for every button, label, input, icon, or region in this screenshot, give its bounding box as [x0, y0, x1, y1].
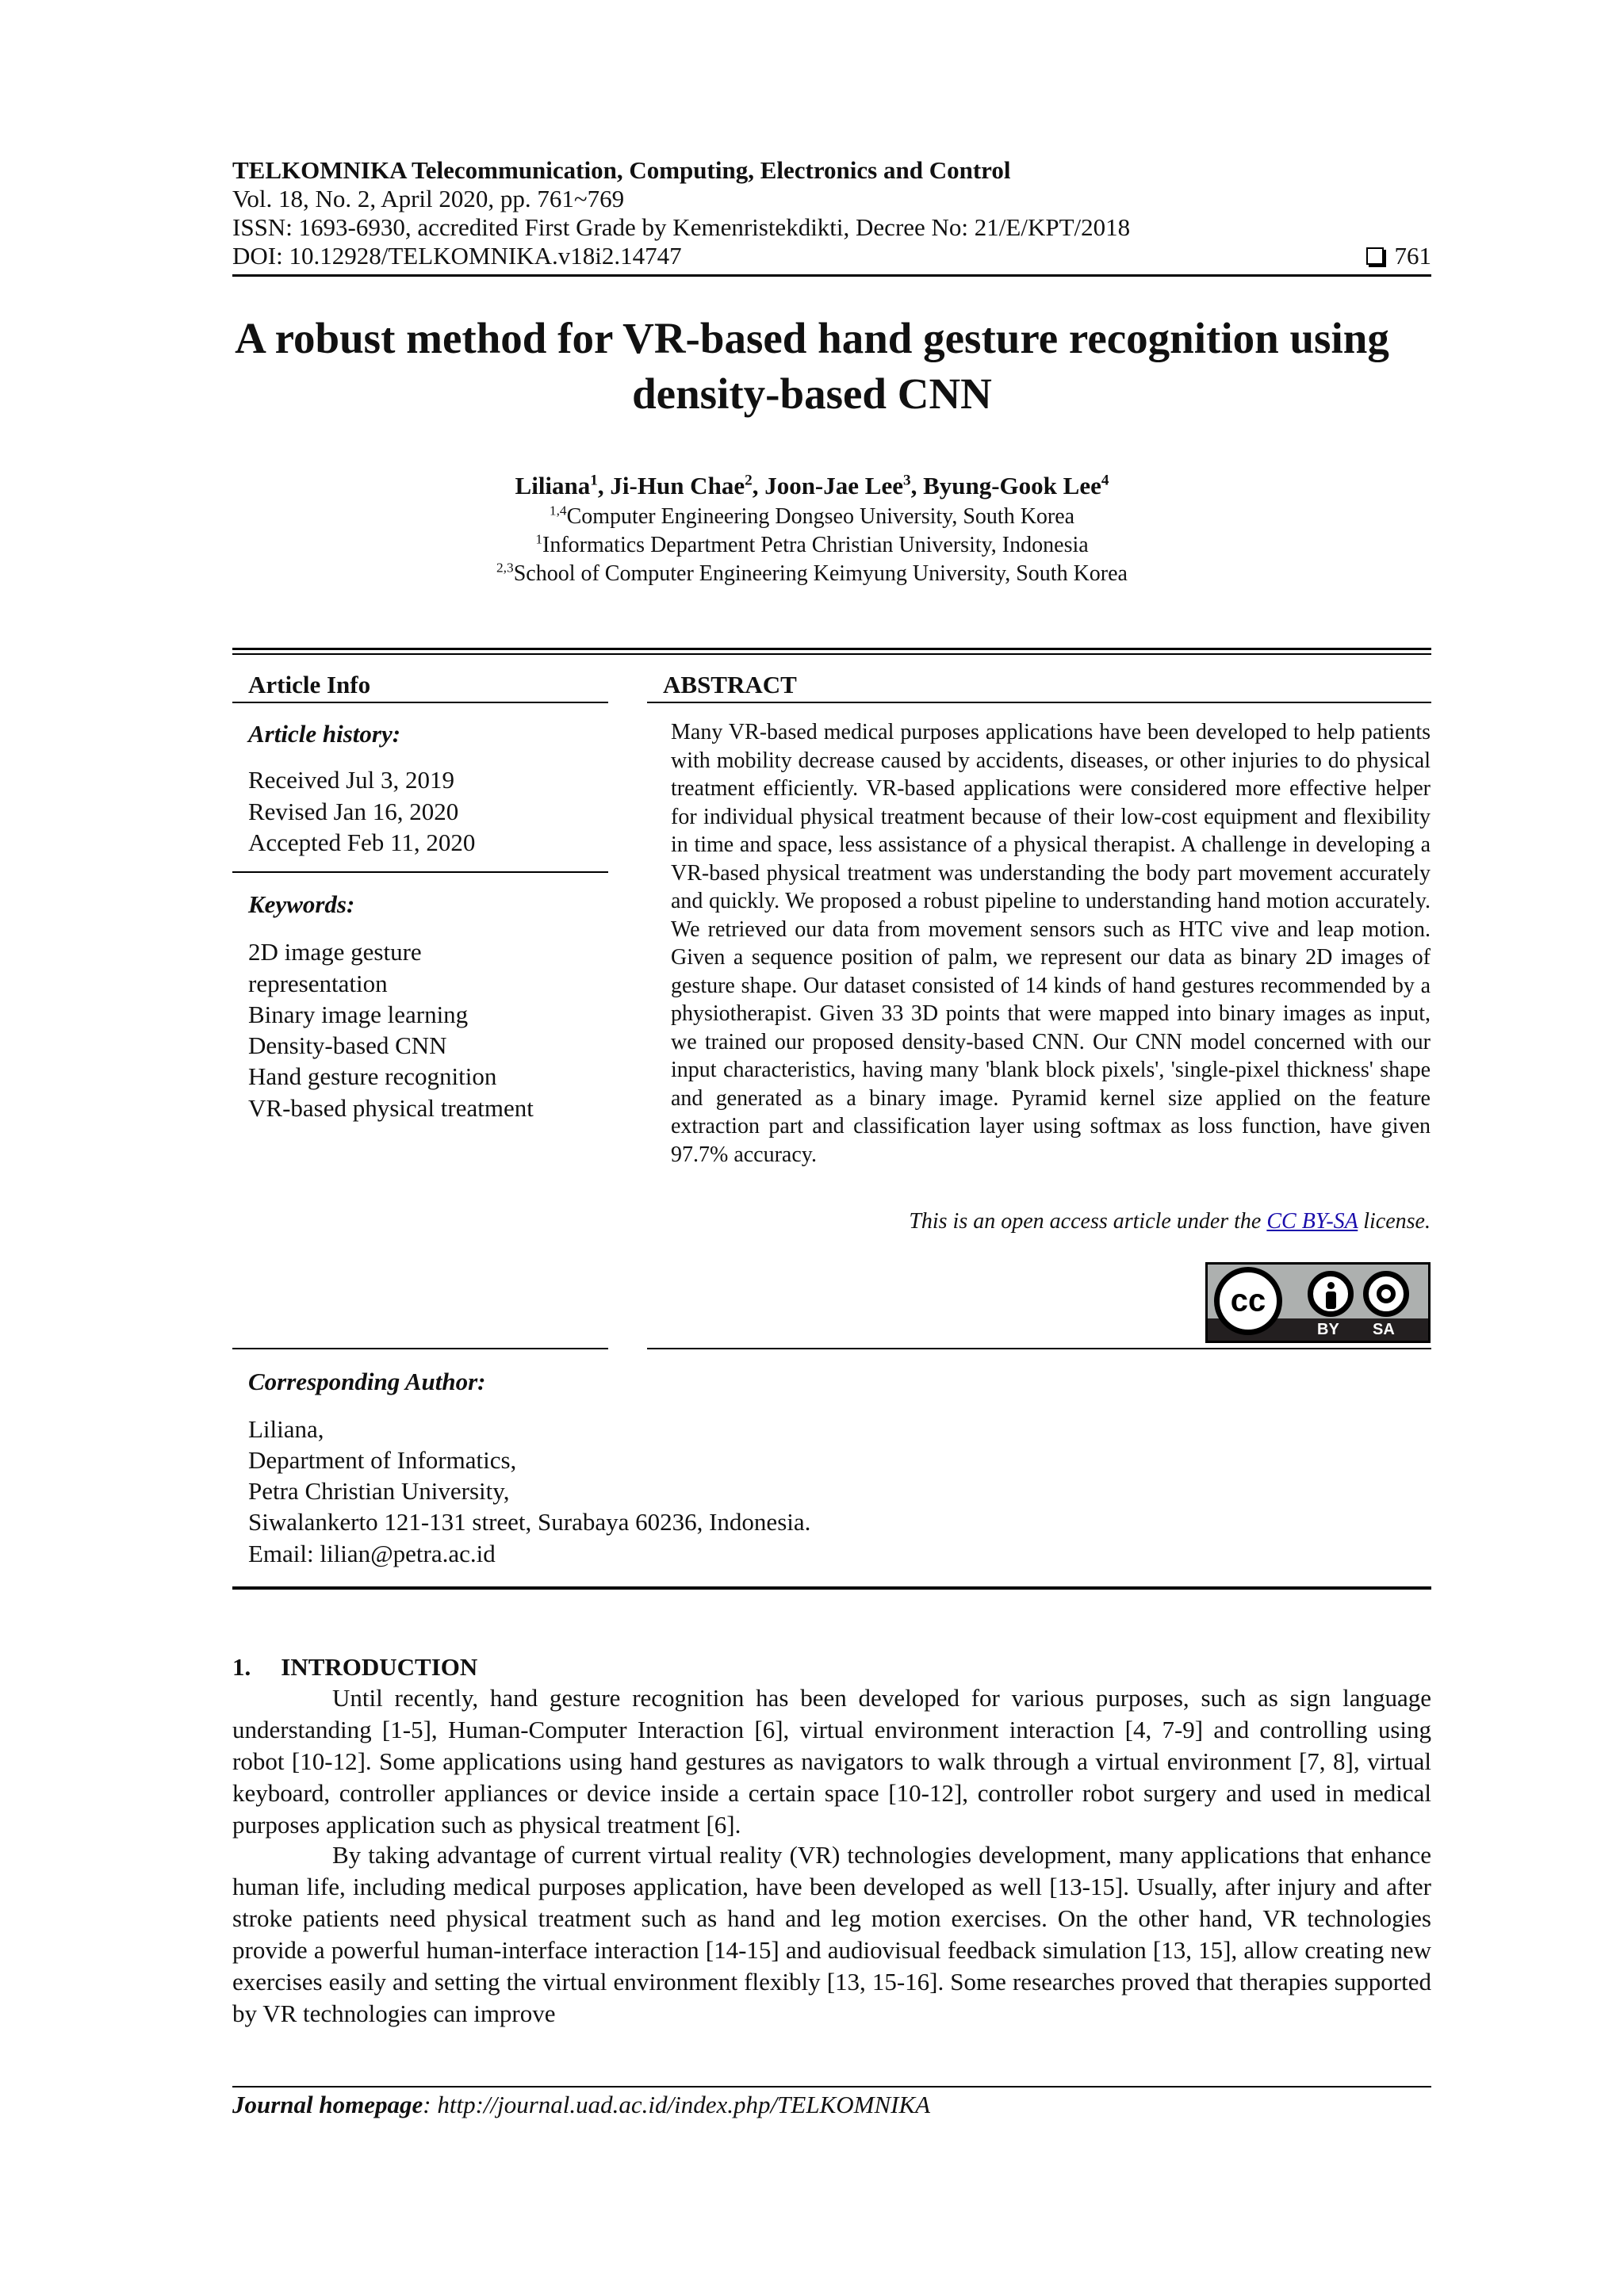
- license-line: This is an open access article under the CC BY-SA license.: [909, 1209, 1431, 1234]
- abstract-text: Many VR-based medical purposes applications have been developed to help patients with mobility decrease caused by accidents, diseases, or other injuries to do physical treatment efficiently. VR-based applications were considered more effective helper for individual physical treatment because of their low-cost equipment and flexibility in time and space, less assistance of a physical therapist. A challenge in developing a VR-based physical treatment was understanding the body part movement accurately and quickly. We proposed a robust pipeline to understanding hand motion accurately. We retrieved our data from movement sensors such as HTC vive and leap motion. Given a sequence position of palm, we represent our data as binary 2D images of gesture shape. Our dataset consisted of 14 kinds of hand gestures recommended by a physiotherapist. Given 33 3D points that were mapped into binary images as input, we trained our proposed density-based CNN. Our CNN model concerned with our input characteristics, having many 'blank block pixels', 'single-pixel thickness' shape and generated as a binary image. Pyramid kernel size applied on the feature extraction part and classification layer using softmax as loss function, have given 97.7% accuracy.: [671, 720, 1431, 1167]
- corresponding-line: Liliana,: [248, 1415, 324, 1443]
- author-name: Ji-Hun Chae: [610, 472, 745, 499]
- by-label: BY: [1317, 1321, 1339, 1338]
- issn-info: ISSN: 1693-6930, accredited First Grade by Kemenristekdikti, Decree No: 21/E/KPT/2018: [232, 213, 1131, 241]
- history-received: Received Jul 3, 2019: [248, 766, 455, 794]
- affiliation-1: $^{1,4}$Computer Engineering Dongseo University, South Korea: [549, 503, 1075, 529]
- cc-icon: cc: [1214, 1267, 1282, 1335]
- author-name: Liliana: [515, 472, 591, 499]
- share-alike-icon: [1363, 1271, 1409, 1317]
- journal-homepage: Journal homepage: http://journal.uad.ac.id/index.php/TELKOMNIKA: [232, 2091, 931, 2118]
- introduction-heading: 1. INTRODUCTION: [232, 1653, 478, 1681]
- journal-name: TELKOMNIKA Telecommunication, Computing, Electronics and Control: [232, 156, 1011, 184]
- sa-label: SA: [1373, 1321, 1395, 1338]
- keywords-heading: Keywords:: [248, 890, 355, 918]
- intro-paragraph-1: Until recently, hand gesture recognition has been developed for various purposes, such as sign language understanding [1-5], Human-Computer Interaction [6], virtual environment interaction [4, 7-9] and controlling using robot [10-12]. Some applications using hand gestures as navigators to walk through a virtual environment [7, 8], virtual keyboard, controller appliances or device inside a certain space [10-12], controller robot surgery and used in medical purposes application such as physical treatment [6].: [232, 1684, 1431, 1839]
- page-number-block: [1348, 242, 1431, 270]
- paper-title-line2: density-based CNN: [632, 369, 992, 418]
- page-number: 761: [1394, 242, 1431, 270]
- square-icon: [1366, 247, 1384, 265]
- article-info-rule: [232, 702, 608, 703]
- header-rule: [232, 274, 1431, 277]
- cc-by-sa-badge[interactable]: [1205, 1262, 1431, 1343]
- intro-paragraph-2: By taking advantage of current virtual reality (VR) technologies development, many applications that enhance human life, including medical purposes application, have been developed as well [13-15]. Usually, after injury and after stroke patients need physical treatment such as hand and leg motion exercises. On the other hand, VR technologies provide a powerful human-interface interaction [14-15] and audiovisual feedback simulation [13, 15], allow creating new exercises easily and setting the virtual environment flexibly [13, 15-16]. Some researches proved that therapies supported by VR technologies can improve: [232, 1841, 1431, 2027]
- corresponding-line: Petra Christian University,: [248, 1477, 510, 1505]
- author-name: Joon-Jae Lee: [764, 472, 903, 499]
- info-top-rule: [232, 648, 1431, 650]
- keyword-item: 2D image gesture: [248, 938, 422, 966]
- corresponding-email: Email: lilian@petra.ac.id: [248, 1540, 496, 1567]
- abstract-bottom-rule: [647, 1348, 1431, 1349]
- homepage-url[interactable]: : http://journal.uad.ac.id/index.php/TELKOMNIKA: [423, 2091, 931, 2118]
- person-icon: [1308, 1271, 1354, 1317]
- keyword-item: VR-based physical treatment: [248, 1094, 534, 1122]
- info-bottom-rule: [232, 1586, 1431, 1590]
- keywords-rule: [232, 871, 608, 873]
- keyword-item: Density-based CNN: [248, 1031, 447, 1059]
- footer-rule: [232, 2086, 1431, 2087]
- keyword-item: representation: [248, 970, 388, 997]
- corresponding-heading: Corresponding Author:: [248, 1368, 486, 1395]
- paper-title-line1: A robust method for VR-based hand gesture recognition using: [235, 314, 1389, 362]
- corresponding-rule: [232, 1348, 608, 1349]
- doi-info: DOI: 10.12928/TELKOMNIKA.v18i2.14747: [232, 242, 682, 270]
- abstract-heading: ABSTRACT: [663, 671, 797, 698]
- abstract-rule: [647, 702, 1431, 703]
- volume-info: Vol. 18, No. 2, April 2020, pp. 761~769: [232, 185, 625, 212]
- history-revised: Revised Jan 16, 2020: [248, 798, 459, 825]
- corresponding-line: Department of Informatics,: [248, 1446, 517, 1474]
- info-top-rule-2: [232, 653, 1431, 655]
- keyword-item: Hand gesture recognition: [248, 1062, 497, 1090]
- corresponding-line: Siwalankerto 121-131 street, Surabaya 60236, Indonesia.: [248, 1508, 811, 1536]
- keyword-item: Binary image learning: [248, 1001, 469, 1028]
- affiliation-3: $^{2,3}$School of Computer Engineering Keimyung University, South Korea: [496, 560, 1128, 586]
- affiliation-2: $^1$Informatics Department Petra Christian University, Indonesia: [535, 531, 1089, 557]
- cc-by-sa-link[interactable]: CC BY-SA: [1266, 1209, 1358, 1234]
- author-list: Liliana$^1$, Ji-Hun Chae$^2$, Joon-Jae Lee$^3$, Byung-Gook Lee$^4$: [515, 472, 1109, 499]
- article-history-heading: Article history:: [248, 720, 401, 748]
- history-accepted: Accepted Feb 11, 2020: [248, 828, 476, 856]
- article-info-heading: Article Info: [248, 671, 371, 698]
- author-name: Byung-Gook Lee: [923, 472, 1101, 499]
